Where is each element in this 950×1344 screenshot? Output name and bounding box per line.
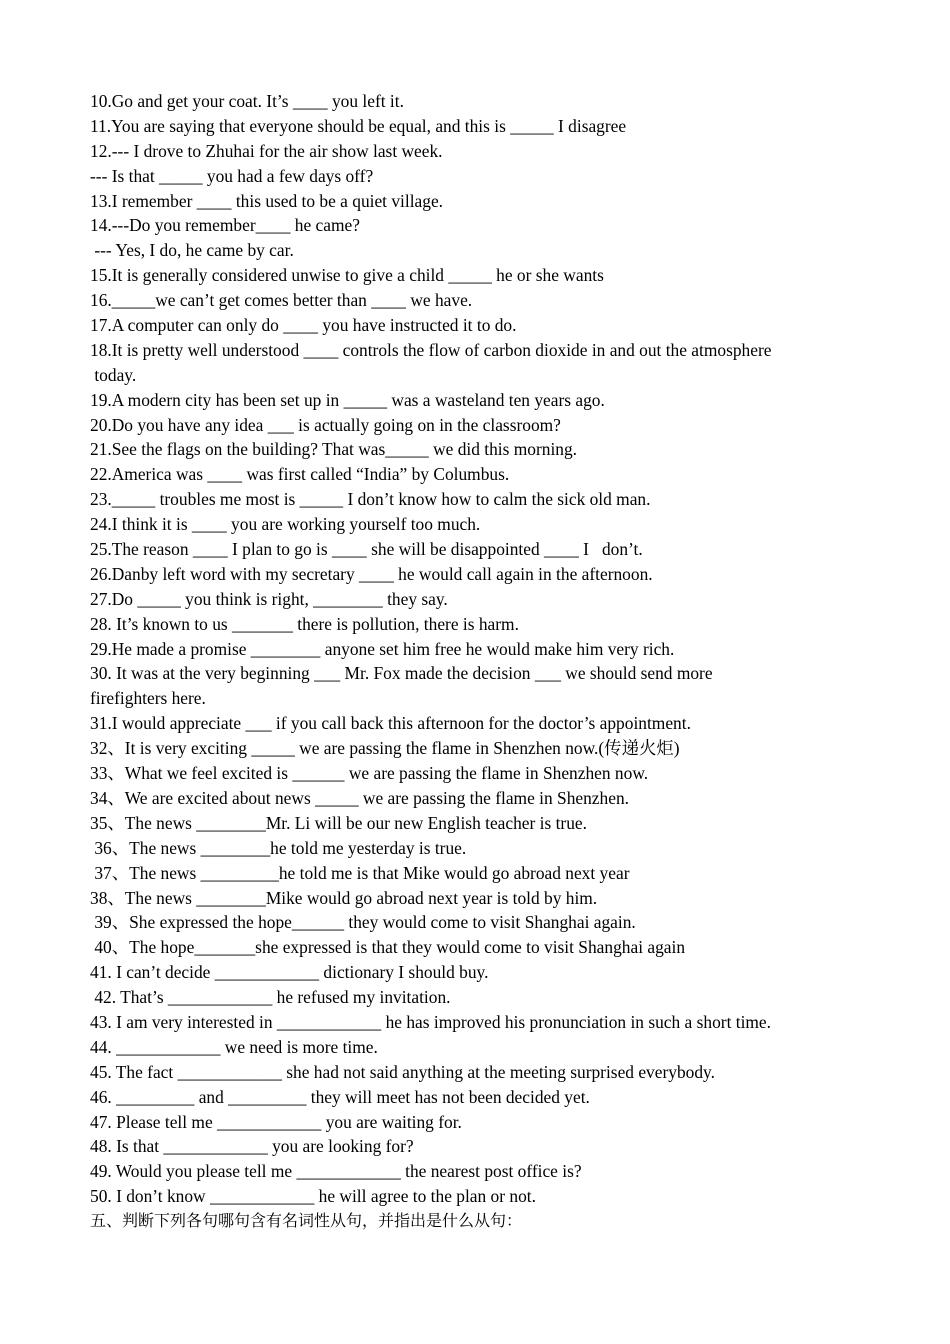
section-five-heading: 五、判断下列各句哪句含有名词性从句，并指出是什么从句： xyxy=(90,1211,523,1231)
question-14-reply: --- Yes, I do, he came by car. xyxy=(90,240,294,261)
question-45: 45. The fact ____________ she had not said anything at the meeting surprised everybody. xyxy=(90,1061,715,1082)
question-19: 19.A modern city has been set up in _____ was a wasteland ten years ago. xyxy=(90,389,605,410)
exercise-list xyxy=(90,89,870,1234)
question-37: 37、The news _________he told me is that Mike would go abroad next year xyxy=(90,862,630,883)
question-20: 20.Do you have any idea ___ is actually going on in the classroom? xyxy=(90,414,561,435)
question-50: 50. I don’t know ____________ he will agree to the plan or not. xyxy=(90,1186,536,1207)
question-10: 10.Go and get your coat. It’s ____ you left it. xyxy=(90,91,404,111)
question-18-continued: today. xyxy=(90,364,137,385)
question-11: 11.You are saying that everyone should be equal, and this is _____ I disagree xyxy=(90,115,627,136)
question-30-continued: firefighters here. xyxy=(90,688,206,709)
question-32: 32、It is very exciting _____ we are passing the flame in Shenzhen now.(传递火炬) xyxy=(90,738,680,759)
question-38: 38、The news ________Mike would go abroad next year is told by him. xyxy=(90,887,598,908)
question-17: 17.A computer can only do ____ you have instructed it to do. xyxy=(90,315,517,336)
question-16: 16._____we can’t get comes better than ____ we have. xyxy=(90,290,473,311)
question-40: 40、The hope_______she expressed is that they would come to visit Shanghai again xyxy=(90,937,686,958)
question-23: 23._____ troubles me most is _____ I don’t know how to calm the sick old man. xyxy=(90,489,651,510)
question-28: 28. It’s known to us _______ there is pollution, there is harm. xyxy=(90,613,519,634)
question-35: 35、The news ________Mr. Li will be our new English teacher is true. xyxy=(90,812,587,833)
question-46: 46. _________ and _________ they will meet has not been decided yet. xyxy=(90,1086,590,1107)
question-34: 34、We are excited about news _____ we are passing the flame in Shenzhen. xyxy=(90,787,629,808)
question-43: 43. I am very interested in ____________ he has improved his pronunciation in such a short time. xyxy=(90,1011,772,1032)
question-15: 15.It is generally considered unwise to give a child _____ he or she wants xyxy=(90,265,604,286)
question-26: 26.Danby left word with my secretary ____ he would call again in the afternoon. xyxy=(90,563,653,584)
question-41: 41. I can’t decide ____________ dictionary I should buy. xyxy=(90,962,489,983)
question-22: 22.America was ____ was first called “India” by Columbus. xyxy=(90,464,510,485)
question-18: 18.It is pretty well understood ____ controls the flow of carbon dioxide in and out the atmosphere xyxy=(90,339,772,360)
question-21: 21.See the flags on the building? That was_____ we did this morning. xyxy=(90,439,578,460)
question-49: 49. Would you please tell me ____________ the nearest post office is? xyxy=(90,1161,582,1182)
question-33: 33、What we feel excited is ______ we are passing the flame in Shenzhen now. xyxy=(90,763,649,784)
question-12-reply: --- Is that _____ you had a few days off? xyxy=(90,165,374,186)
question-14: 14.---Do you remember____ he came? xyxy=(90,215,360,236)
question-29: 29.He made a promise ________ anyone set him free he would make him very rich. xyxy=(90,638,675,659)
question-13: 13.I remember ____ this used to be a quiet village. xyxy=(90,190,444,211)
question-47: 47. Please tell me ____________ you are waiting for. xyxy=(90,1111,462,1132)
question-24: 24.I think it is ____ you are working yourself too much. xyxy=(90,514,481,535)
question-42: 42. That’s ____________ he refused my invitation. xyxy=(90,987,451,1008)
question-30: 30. It was at the very beginning ___ Mr. Fox made the decision ___ we should send more xyxy=(90,663,713,684)
question-36: 36、The news ________he told me yesterday is true. xyxy=(90,837,467,858)
question-39: 39、She expressed the hope______ they would come to visit Shanghai again. xyxy=(90,912,636,933)
question-31: 31.I would appreciate ___ if you call back this afternoon for the doctor’s appointment. xyxy=(90,713,691,734)
question-12: 12.--- I drove to Zhuhai for the air show last week. xyxy=(90,140,443,161)
question-44: 44. ____________ we need is more time. xyxy=(90,1036,378,1057)
question-48: 48. Is that ____________ you are looking for? xyxy=(90,1136,414,1157)
question-27: 27.Do _____ you think is right, ________ they say. xyxy=(90,588,448,609)
question-25: 25.The reason ____ I plan to go is ____ she will be disappointed ____ I don’t. xyxy=(90,539,643,560)
